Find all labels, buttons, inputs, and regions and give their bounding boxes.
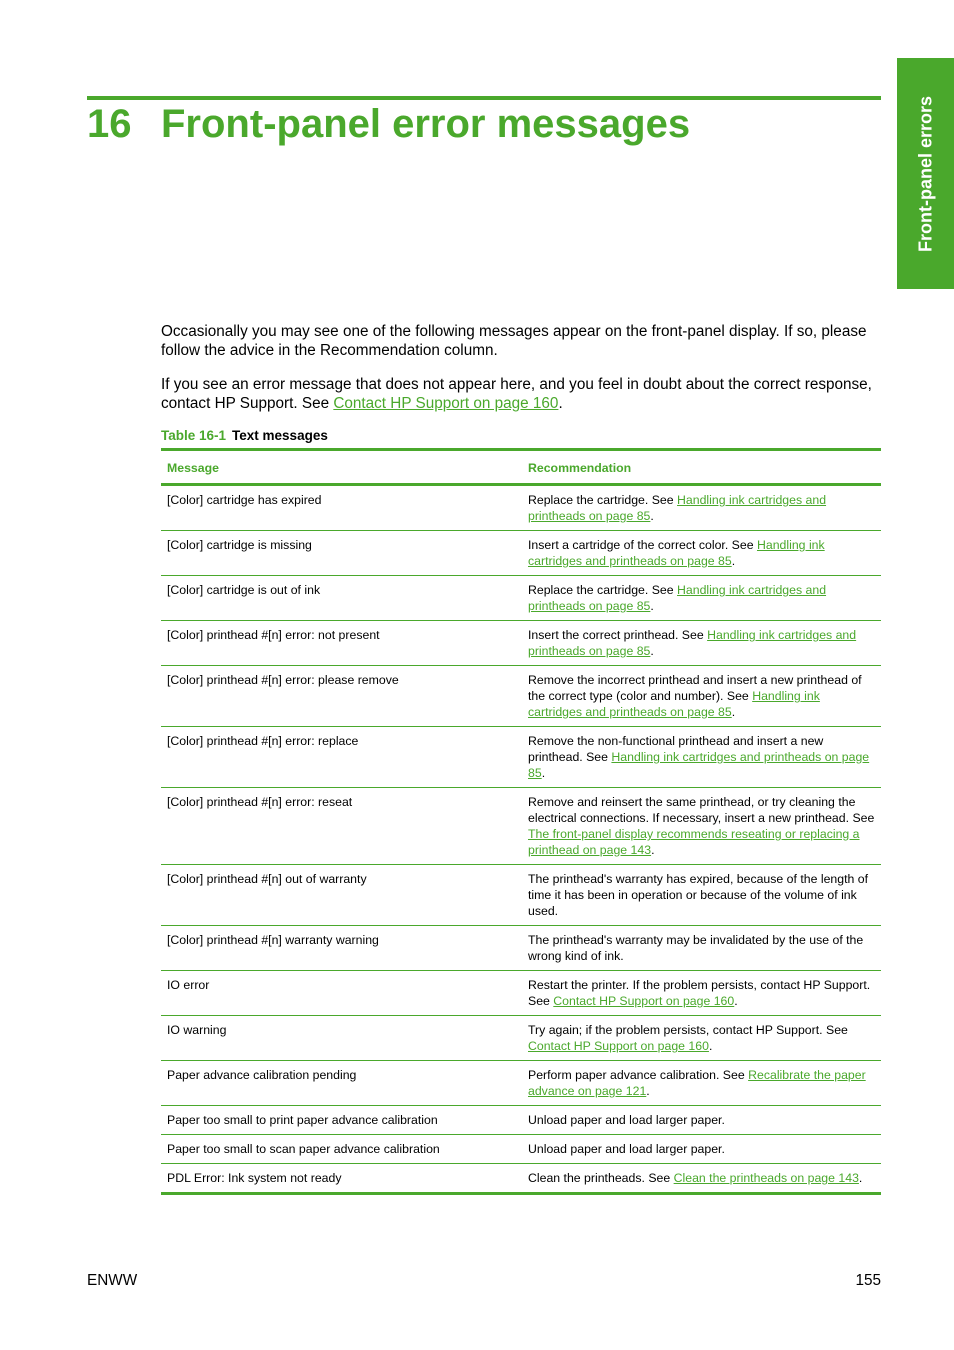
- table-caption-title: Text messages: [232, 428, 328, 443]
- recommendation-text: Unload paper and load larger paper.: [528, 1113, 725, 1127]
- recommendation-link[interactable]: Clean the printheads on page 143: [673, 1171, 859, 1185]
- recommendation-cell: [522, 531, 881, 576]
- recommendation-cell: [522, 788, 881, 865]
- recommendation-link[interactable]: Handling ink cartridges and printheads on page 85: [528, 583, 827, 613]
- message-cell: [Color] printhead #[n] error: reseat: [161, 788, 522, 865]
- recommendation-after: .: [708, 1039, 713, 1053]
- message-cell: PDL Error: Ink system not ready: [167, 1171, 342, 1185]
- recommendation-after: .: [651, 843, 655, 857]
- table-row: [161, 926, 881, 971]
- table-row: [161, 788, 881, 865]
- message-cell: [Color] cartridge is missing: [161, 531, 522, 576]
- intro-paragraph-2-text: If you see an error message that does not appear here, and you feel in doubt about the correct response, contact HP Support. See: [161, 376, 872, 412]
- recommendation-link[interactable]: Contact HP Support on page 160: [528, 1039, 709, 1053]
- recommendation-after: .: [731, 554, 736, 568]
- recommendation-link[interactable]: The front-panel display recommends reseating or replacing a printhead on page 143: [528, 827, 860, 857]
- recommendation-link[interactable]: Handling ink cartridges and printheads on page 85: [528, 493, 827, 523]
- recommendation-after: .: [858, 1171, 863, 1185]
- message-cell: Paper advance calibration pending: [161, 1061, 522, 1106]
- message-cell: Paper too small to scan paper advance calibration: [161, 1135, 522, 1164]
- table-caption-number: Table 16-1: [161, 428, 227, 443]
- recommendation-cell: [522, 971, 881, 1016]
- table-row: [161, 666, 881, 727]
- intro-paragraph-2-after: .: [558, 395, 563, 412]
- recommendation-cell: [522, 621, 881, 666]
- header-recommendation: Recommendation: [522, 450, 881, 485]
- recommendation-text: Try again; if the problem persists, contact HP Support. See: [528, 1023, 848, 1037]
- table-row: [161, 865, 881, 926]
- recommendation-cell: [522, 485, 881, 531]
- table-row: [161, 1106, 881, 1135]
- recommendation-text: Unload paper and load larger paper.: [528, 1142, 725, 1156]
- message-cell: [Color] printhead #[n] out of warranty: [161, 865, 522, 926]
- recommendation-after: .: [731, 705, 736, 719]
- recommendation-cell: [522, 1016, 881, 1061]
- table-header-row: [161, 450, 881, 485]
- chapter-rule: [87, 96, 881, 100]
- recommendation-text: Insert a cartridge of the correct color. See: [528, 538, 757, 552]
- recommendation-text: Remove the incorrect printhead and insert a new printhead of the correct type (color and number). See: [528, 673, 862, 703]
- recommendation-cell: [522, 865, 881, 926]
- message-cell: IO error: [161, 971, 522, 1016]
- recommendation-text: Clean the printheads. See: [528, 1171, 674, 1185]
- intro-paragraph-1: Occasionally you may see one of the following messages appear on the front-panel display. If so, please follow the advice in the Recommendation column.: [161, 323, 867, 359]
- page-number: 155: [855, 1272, 881, 1289]
- message-cell: [Color] cartridge has expired: [161, 485, 522, 531]
- recommendation-link[interactable]: Handling ink cartridges and printheads on page 85: [528, 689, 820, 719]
- recommendation-text: The printhead's warranty has expired, because of the length of time it has been in operation or because of the volume of ink used.: [528, 872, 869, 918]
- chapter-title-text: Front-panel error messages: [161, 102, 691, 146]
- table-row: [161, 531, 881, 576]
- side-tab-label: Front-panel errors: [915, 95, 935, 252]
- chapter-number: 16: [87, 102, 132, 146]
- contact-hp-support-link[interactable]: Contact HP Support on page 160: [333, 395, 559, 412]
- recommendation-after: .: [650, 644, 654, 658]
- intro-paragraph-2: [161, 375, 885, 413]
- table-row: [161, 1061, 881, 1106]
- message-cell: [Color] printhead #[n] error: not present: [161, 621, 522, 666]
- message-cell: [Color] cartridge is out of ink: [161, 576, 522, 621]
- message-cell: [Color] printhead #[n] error: replace: [161, 727, 522, 788]
- recommendation-text: Insert the correct printhead. See: [528, 628, 708, 642]
- recommendation-cell: [522, 926, 881, 971]
- recommendation-text: The printhead's warranty may be invalidated by the use of the wrong kind of ink.: [528, 933, 864, 963]
- recommendation-after: .: [734, 994, 738, 1008]
- recommendation-link[interactable]: Handling ink cartridges and printheads on page 85: [528, 628, 857, 658]
- recommendation-text: Perform paper advance calibration. See: [528, 1068, 749, 1082]
- recommendation-link[interactable]: Contact HP Support on page 160: [553, 994, 735, 1008]
- side-tab: [897, 58, 954, 289]
- recommendation-link[interactable]: Recalibrate the paper advance on page 121: [528, 1068, 866, 1098]
- recommendation-cell: [522, 576, 881, 621]
- table-row: [161, 485, 881, 531]
- table-row: [161, 621, 881, 666]
- recommendation-text: Restart the printer. If the problem persists, contact HP Support. See: [528, 978, 871, 1008]
- recommendation-text: Replace the cartridge. See: [528, 493, 678, 507]
- recommendation-after: .: [650, 599, 654, 613]
- recommendation-link[interactable]: Handling ink cartridges and printheads on page 85: [528, 538, 825, 568]
- recommendation-after: .: [541, 766, 546, 780]
- recommendation-text: Remove the non-functional printhead and insert a new printhead. See: [528, 734, 824, 764]
- chapter-title: [87, 102, 690, 147]
- table-row: [161, 1135, 881, 1164]
- recommendation-after: .: [646, 1084, 650, 1098]
- recommendation-cell: [522, 1061, 881, 1106]
- table-row: [161, 1016, 881, 1061]
- recommendation-link[interactable]: Handling ink cartridges and printheads on page 85: [528, 750, 870, 780]
- messages-table: [161, 448, 881, 1195]
- table-caption: [161, 428, 328, 443]
- recommendation-text: Remove and reinsert the same printhead, or try cleaning the electrical connections. If necessary, insert a new printhead. See: [528, 795, 875, 825]
- recommendation-after: .: [650, 509, 654, 523]
- message-cell: IO warning: [161, 1016, 522, 1061]
- recommendation-cell: [522, 1164, 881, 1194]
- recommendation-cell: [522, 1106, 881, 1135]
- table-row: [161, 576, 881, 621]
- message-cell: Paper too small to print paper advance calibration: [161, 1106, 522, 1135]
- recommendation-cell: [522, 727, 881, 788]
- recommendation-cell: [522, 666, 881, 727]
- message-cell: [Color] printhead #[n] warranty warning: [161, 926, 522, 971]
- header-message: Message: [161, 450, 522, 485]
- footer-label: ENWW: [87, 1272, 138, 1289]
- recommendation-text: Replace the cartridge. See: [528, 583, 678, 597]
- table-row: [161, 1164, 881, 1194]
- table-row: [161, 727, 881, 788]
- message-cell: [Color] printhead #[n] error: please remove: [161, 666, 522, 727]
- recommendation-cell: [522, 1135, 881, 1164]
- table-row: [161, 971, 881, 1016]
